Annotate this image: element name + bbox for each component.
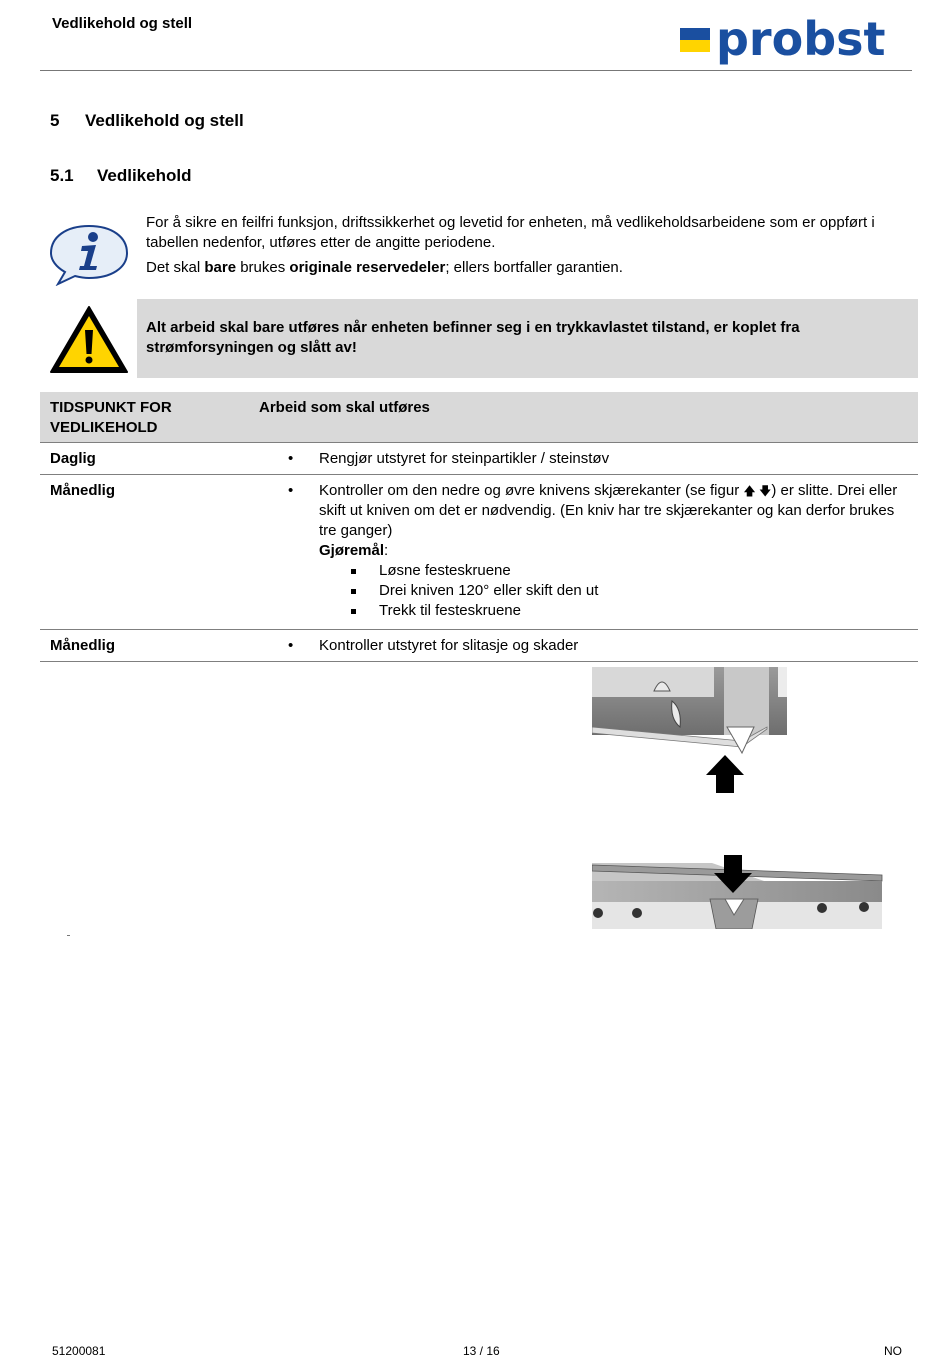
square-bullet-icon bbox=[351, 589, 356, 594]
row-time: Daglig bbox=[50, 450, 96, 467]
footer-page-number: 13 / 16 bbox=[463, 1344, 500, 1358]
probst-logo bbox=[680, 12, 905, 66]
work-text-part: ) er slitte. Drei eller skift ut kniven om det er nødvendig. (En kniv har tre skjærekanter og kan derfor brukes tre ganger) bbox=[319, 482, 898, 539]
info-paragraph-2 bbox=[146, 258, 906, 278]
bullet: • bbox=[288, 637, 294, 654]
section-number: 5 bbox=[50, 111, 60, 130]
info-text-bold: originale reservedeler bbox=[289, 259, 446, 276]
task-text: Trekk til festeskruene bbox=[379, 602, 521, 619]
info-text-part: ; ellers bortfaller garantien. bbox=[445, 259, 623, 276]
subsection-heading bbox=[50, 166, 191, 186]
row-time: Månedlig bbox=[50, 637, 116, 654]
task-text: Løsne festeskruene bbox=[379, 562, 511, 579]
task-item bbox=[319, 581, 909, 601]
info-text-part: brukes bbox=[236, 259, 290, 276]
bullet: • bbox=[288, 482, 294, 499]
table-row bbox=[40, 475, 918, 630]
subsection-number: 5.1 bbox=[50, 166, 74, 185]
row-work bbox=[319, 481, 909, 621]
subsection-title: Vedlikehold bbox=[97, 166, 192, 185]
footer-doc-number: 51200081 bbox=[52, 1344, 106, 1358]
bullet: • bbox=[288, 450, 294, 467]
task-item bbox=[319, 601, 909, 621]
section-title: Vedlikehold og stell bbox=[85, 111, 244, 130]
tasks-label-line bbox=[319, 541, 909, 561]
info-paragraph-1: For å sikre en feilfri funksjon, driftssikkerhet og levetid for enheten, må vedlikeholdsarbeidene som er oppført i tabellen nedenfor, utføres etter de angitte periodene. bbox=[146, 214, 875, 251]
row-work: Rengjør utstyret for steinpartikler / steinstøv bbox=[319, 450, 610, 467]
warning-box bbox=[137, 299, 918, 378]
logo-wordmark: probst bbox=[716, 12, 886, 66]
row-work: Kontroller utstyret for slitasje og skader bbox=[319, 637, 579, 654]
knife-figure bbox=[592, 667, 884, 929]
info-text-bold: bare bbox=[204, 259, 237, 276]
table-row bbox=[40, 630, 918, 662]
row-work-text bbox=[319, 481, 909, 541]
warning-text: Alt arbeid skal bare utføres når enheten befinner seg i en trykkavlastet tilstand, er koplet fra strømforsyningen og slått av! bbox=[146, 319, 800, 356]
header-divider bbox=[40, 70, 912, 71]
header-title: Vedlikehold og stell bbox=[52, 15, 193, 32]
logo-yellow-bar bbox=[680, 40, 710, 52]
footer-language: NO bbox=[884, 1344, 902, 1358]
tasks-label: Gjøremål bbox=[319, 542, 385, 559]
info-text bbox=[146, 213, 906, 278]
work-text-part: Kontroller om den nedre og øvre knivens skjærekanter (se figur bbox=[319, 482, 744, 499]
info-icon bbox=[48, 222, 130, 286]
section-heading bbox=[50, 111, 244, 131]
table-header bbox=[40, 392, 918, 443]
square-bullet-icon bbox=[351, 569, 356, 574]
info-text-part: Det skal bbox=[146, 259, 205, 276]
up-down-arrow-icon: 🡅 🡇 bbox=[743, 484, 772, 498]
task-text: Drei kniven 120° eller skift den ut bbox=[379, 582, 599, 599]
warning-icon bbox=[48, 304, 130, 376]
logo-blue-bar bbox=[680, 28, 710, 40]
tasks-colon: : bbox=[384, 542, 389, 559]
column-header-work: Arbeid som skal utføres bbox=[259, 399, 430, 416]
row-time: Månedlig bbox=[50, 482, 116, 499]
column-header-time: TIDSPUNKT FOR VEDLIKEHOLD bbox=[50, 399, 172, 436]
divider-mark bbox=[67, 935, 70, 936]
task-item bbox=[319, 561, 909, 581]
table-row bbox=[40, 443, 918, 475]
square-bullet-icon bbox=[351, 609, 356, 614]
